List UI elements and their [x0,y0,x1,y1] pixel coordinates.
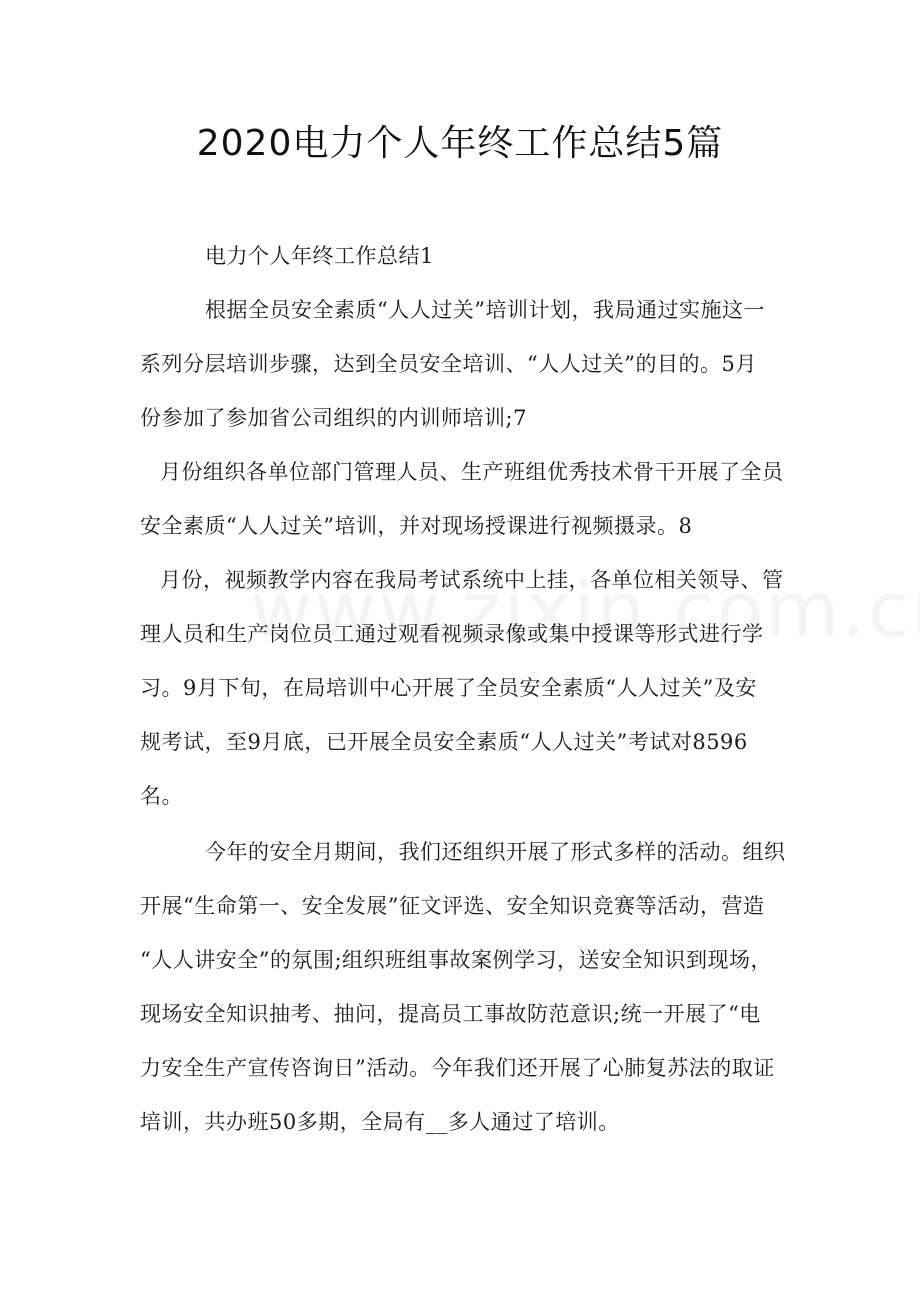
paragraph-line: 力安全生产宣传咨询日”活动。今年我们还开展了心肺复苏法的取证 [140,1056,775,1080]
paragraph-line: 习。9月下旬，在局培训中心开展了全员安全素质“人人过关”及安 [140,676,757,700]
document-title: 2020电力个人年终工作总结5篇 [196,123,724,164]
paragraph-line: 今年的安全月期间，我们还组织开展了形式多样的活动。组织 [205,840,786,864]
section-heading: 电力个人年终工作总结1 [205,244,434,268]
paragraph-line: 系列分层培训步骤，达到全员安全培训、“人人过关”的目的。5月 [140,352,757,376]
paragraph-line: 月份组织各单位部门管理人员、生产班组优秀技术骨干开展了全员 [160,460,784,484]
paragraph-line: 开展“生命第一、安全发展”征文评选、安全知识竞赛等活动，营造 [140,894,765,918]
paragraph-line: 安全素质“人人过关”培训，并对现场授课进行视频摄录。8 [140,514,693,538]
paragraph-line: 份参加了参加省公司组织的内训师培训;7 [140,406,527,430]
paragraph-line: 培训，共办班50多期，全局有__多人通过了培训。 [140,1110,620,1134]
paragraph-line: 现场安全知识抽考、抽问，提高员工事故防范意识;统一开展了“电 [140,1002,761,1026]
paragraph-line: 规考试，至9月底，已开展全员安全素质“人人过关”考试对8596 [140,730,748,754]
paragraph-line: 名。 [140,784,183,808]
paragraph-line: 根据全员安全素质“人人过关”培训计划，我局通过实施这一 [205,298,765,322]
paragraph-line: 月份，视频教学内容在我局考试系统中上挂，各单位相关领导、管 [160,568,784,592]
paragraph-line: 理人员和生产岗位员工通过观看视频录像或集中授课等形式进行学 [140,622,764,646]
paragraph-line: “人人讲安全”的氛围;组织班组事故案例学习，送安全知识到现场， [140,948,773,972]
